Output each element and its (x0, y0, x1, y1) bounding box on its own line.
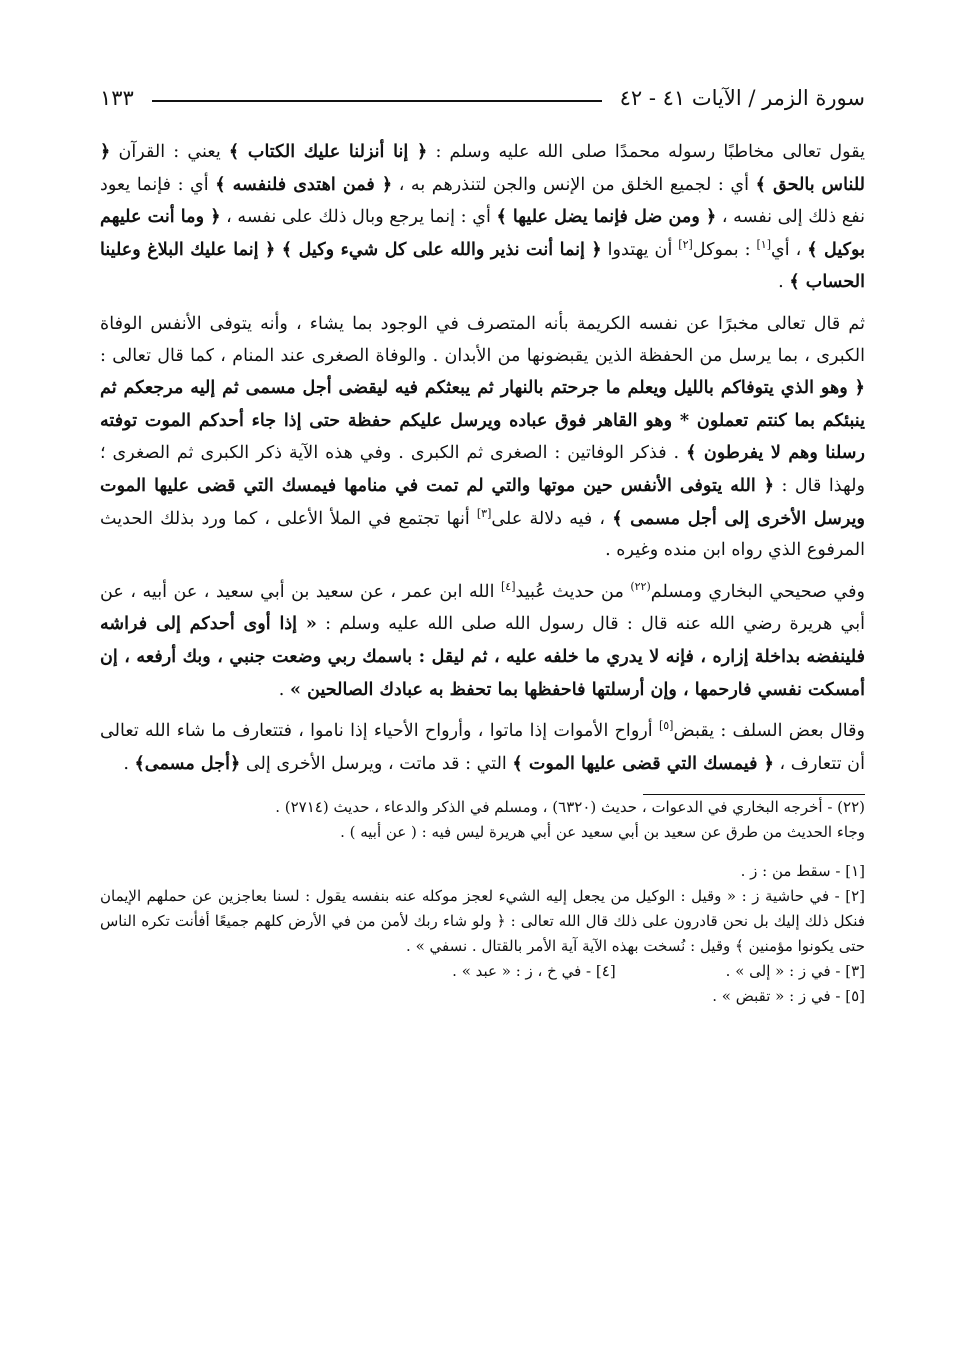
text-segment: أنها تجتمع في الملأ الأعلى ، كما ورد بذلك الحديث المرفوع الذي رواه ابن منده وغيره . (100, 508, 865, 561)
footnote-ref: (٢٢) (630, 579, 651, 593)
text-segment: ، فيه دلالة على (491, 508, 606, 529)
main-text (100, 136, 865, 780)
text-segment: . فذكر الوفاتين : الصغرى ثم الكبرى . وفي هذه الآية ذكر الكبرى ثم الصغرى ؛ ولهذا قال : (100, 443, 865, 496)
footnote-5: [٥] - في ز : « تقبض » . (712, 987, 865, 1006)
footnote-ref: [٥] (658, 719, 674, 733)
footnotes (100, 795, 865, 1009)
footnote-22-line-2: وجاء الحديث من طرق عن سعيد بن أبي سعيد عن أبي هريرة ليس فيه : ( عن أبيه ) . (340, 823, 865, 842)
text-segment: ، أي (771, 239, 802, 260)
text-segment: أي : إنما يرجع وبال ذلك على نفسه ، (226, 207, 491, 228)
footnote-3: [٣] - في ز : « إلى » . (725, 962, 865, 981)
text-segment: وقال بعض السلف : يقبض (673, 721, 865, 742)
quran-verse: ﴿ وما أنت عليهم بوكيل ﴾ (100, 206, 866, 260)
quran-verse: ﴿ ومن ضل فإنما يضل عليها ﴾ (496, 206, 717, 228)
running-header (100, 78, 865, 118)
text-segment: : بموكل (692, 239, 751, 260)
quran-verse: ﴿ للناس بالحق ﴾ (100, 141, 866, 195)
text-segment: وفي صحيحي البخاري ومسلم (650, 581, 866, 602)
quran-verse: ﴿ فمن اهتدى فلنفسه ﴾ (215, 173, 393, 195)
text-segment: أن يهتدوا (607, 239, 673, 260)
footnote-gap (100, 845, 865, 859)
text-segment: التي : قد ماتت ، ويرسل الأخرى إلى (245, 753, 507, 774)
footnote-row-3-4 (100, 959, 865, 984)
paragraph-4 (100, 716, 865, 780)
quran-verse: ﴿أجل مسمى﴾ (134, 752, 241, 774)
quran-verse: ﴿ إنما أنت نذير والله على كل شيء وكيل ﴾ ﴿ إنما عليك البلاغ وعلينا الحساب ﴾ (100, 238, 865, 293)
paragraph-1 (100, 136, 865, 299)
footnote-ref: [١] (756, 237, 771, 251)
quran-verse: ﴿ فيمسك التي قضى عليها الموت ﴾ (512, 752, 774, 774)
header-rule (152, 100, 602, 102)
footnote-22-line-1: (٢٢) - أخرجه البخاري في الدعوات ، حديث (٦٣٢٠) ، ومسلم في الذكر والدعاء ، حديث (٢٧١٤) . (275, 798, 865, 817)
text-segment: يقول تعالى مخاطبًا رسوله محمدًا صلى الله عليه وسلم : (435, 142, 865, 162)
text-segment: أي : فإنما يعود نفع ذلك إلى نفسه ، (100, 174, 865, 228)
text-segment: يعني : القرآن (118, 142, 221, 162)
footnote-ref: [٤] (500, 579, 516, 593)
quran-verse: ﴿ إنا أنزلنا عليك الكتاب ﴾ (228, 141, 428, 162)
text-segment: . (123, 753, 129, 774)
surah-title: سورة الزمر / الآيات ٤١ - ٤٢ (619, 86, 865, 110)
paragraph-3 (100, 577, 865, 706)
text-segment: أي : لجميع الخلق من الإنس والجن لتنذرهم به ، (398, 174, 750, 195)
page-number: ١٣٣ (100, 86, 134, 110)
text-segment: الله ابن عمر ، عن سعيد بن أبي سعيد ، عن أبيه ، عن أبي هريرة رضي الله عنه قال : قال رسول الله صلى الله عليه وسلم : (100, 581, 865, 635)
footnote-2: [٢] - في حاشية ز : « وقيل : الوكيل من يجعل إليه الشيء لعجز موكله عنه بنفسه يقول : لسنا بعاجزين عن حملهم الإيمان فنكل ذلك إليك بل نحن قادرون على ذلك قال الله تعالى : ﴿ ولو شاء ربك لأمن من في الأرض كلهم جميعًا أفأنت تكره الناس حتى يكونوا مؤمنين ﴾ وقيل : نُسخت بهذه الآية آية الأمر بالقتال . نسفي » . (100, 887, 865, 956)
text-segment: . (278, 679, 285, 700)
footnote-ref: [٣] (476, 506, 492, 520)
footnote-ref: [٢] (678, 237, 693, 251)
footnote-4: [٤] - في خ ، ز : « عبد » . (452, 962, 616, 981)
hadith-quote: « إذا أوى أحدكم إلى فراشه فلينفضه بداخلة إزاره ، فإنه لا يدري ما خلفه عليه ، ثم ليقل : باسمك ربي وضعت جنبي ، وبك أرفعه ، إن أمسكت نفسي فارحمها ، وإن أرسلتها فاحفظها بما تحفظ به عبادك الصالحين » (100, 613, 865, 700)
quran-verse: ﴿ الله يتوفى الأنفس حين موتها والتي لم تمت في منامها فيمسك التي قضى عليها الموت ويرسل الأخرى إلى أجل مسمى ﴾ (100, 474, 865, 529)
text-segment: ثم قال تعالى مخبرًا عن نفسه الكريمة بأنه المتصرف في الوجود بما يشاء ، وأنه يتوفى الأنفس الوفاة الكبرى ، بما يرسل من الحفظة الذين يقبضونها من الأبدان . والوفاة الصغرى عند المنام ، كما قال تعالى : (100, 313, 865, 366)
quran-verse: ﴿ وهو الذي يتوفاكم بالليل ويعلم ما جرحتم بالنهار ثم يبعثكم فيه ليقضى أجل مسمى ثم إليه مرجعكم ثم ينبئكم بما كنتم تعملون * وهو القاهر فوق عباده ويرسل عليكم حفظة حتى إذا جاء أحدكم الموت توفته رسلنا وهم لا يفرطون ﴾ (100, 377, 866, 464)
footnote-1: [١] - سقط من : ز . (740, 862, 865, 881)
text-segment: . (778, 272, 784, 293)
text-segment: أرواح الأموات إذا ماتوا ، وأرواح الأحياء إذا ناموا ، فتتعارف ما شاء الله تعالى أن تتعارف ، (100, 721, 865, 774)
text-segment: من حديث عُبيد (515, 581, 624, 602)
paragraph-2 (100, 309, 865, 567)
